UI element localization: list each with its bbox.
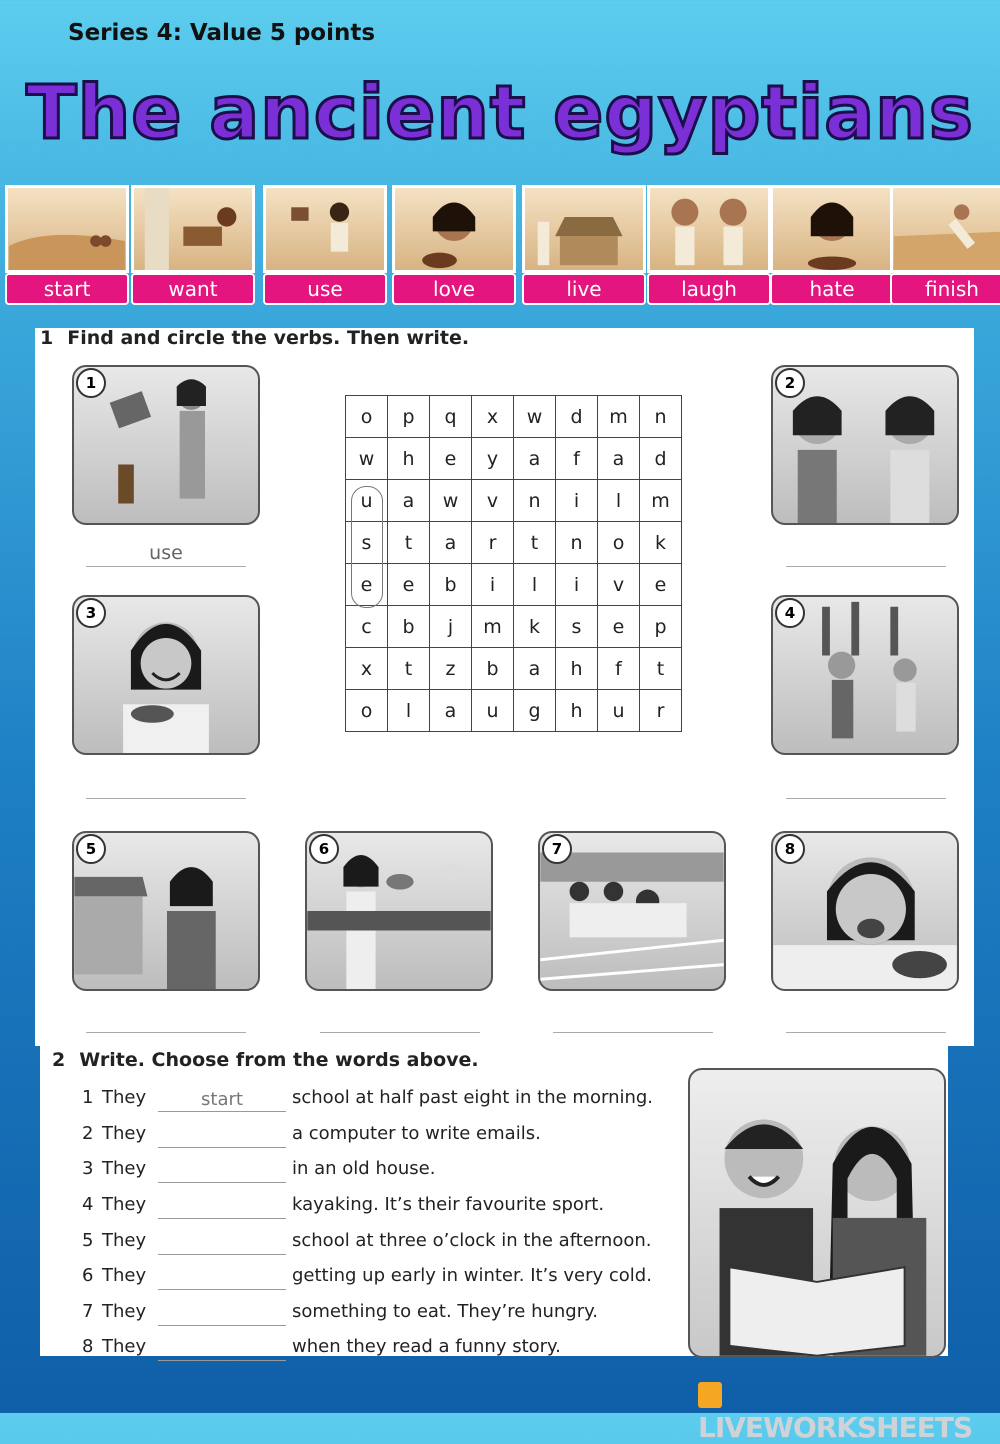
sentence-subject: They <box>102 1301 147 1322</box>
sentence-row <box>82 1084 653 1112</box>
sentence-rest: kayaking. It’s their favourite sport. <box>292 1194 605 1215</box>
grid-cell[interactable]: n <box>556 522 598 564</box>
sentence-row <box>82 1333 561 1361</box>
exercise-1-number: 1 <box>40 327 54 349</box>
grid-cell[interactable]: k <box>640 522 682 564</box>
sentence-row <box>82 1227 652 1255</box>
grid-cell[interactable]: b <box>388 606 430 648</box>
sentence-blank[interactable]: start <box>158 1089 286 1112</box>
grid-cell[interactable]: k <box>514 606 556 648</box>
grid-cell[interactable]: n <box>514 480 556 522</box>
grid-cell[interactable]: a <box>430 522 472 564</box>
sentence-subject: They <box>102 1158 147 1179</box>
sentence-rest: when they read a funny story. <box>292 1336 561 1357</box>
sentence-subject: They <box>102 1336 147 1357</box>
grid-cell[interactable]: w <box>430 480 472 522</box>
vocab-card-laugh <box>647 185 771 305</box>
answer-line-1[interactable]: use <box>86 540 246 567</box>
grid-cell[interactable]: t <box>640 648 682 690</box>
sentence-rest: getting up early in winter. It’s very cold. <box>292 1265 652 1286</box>
grid-cell[interactable]: l <box>514 564 556 606</box>
picture-number-7: 7 <box>542 834 572 864</box>
sentence-subject: They <box>102 1265 147 1286</box>
vocab-card-hate <box>770 185 894 305</box>
sentence-number: 1 <box>82 1087 94 1108</box>
vocab-label: want <box>131 273 255 305</box>
grid-cell[interactable]: m <box>640 480 682 522</box>
vocab-card-love <box>392 185 516 305</box>
grid-cell[interactable]: o <box>598 522 640 564</box>
sentence-blank[interactable] <box>158 1303 286 1326</box>
sentence-number: 7 <box>82 1301 94 1322</box>
grid-cell[interactable]: s <box>556 606 598 648</box>
grid-cell[interactable]: x <box>346 648 388 690</box>
grid-cell[interactable]: a <box>598 438 640 480</box>
vocab-image-start <box>5 185 129 273</box>
exercise-1-instruction: Find and circle the verbs. Then write. <box>67 327 470 349</box>
grid-cell[interactable]: a <box>514 648 556 690</box>
sentence-number: 4 <box>82 1194 94 1215</box>
grid-cell[interactable]: y <box>472 438 514 480</box>
grid-cell[interactable]: t <box>388 522 430 564</box>
sentence-row <box>82 1120 541 1148</box>
sentence-number: 6 <box>82 1265 94 1286</box>
grid-cell[interactable]: r <box>640 690 682 732</box>
sentence-blank[interactable] <box>158 1160 286 1183</box>
grid-cell[interactable]: l <box>598 480 640 522</box>
sentence-number: 3 <box>82 1158 94 1179</box>
grid-cell[interactable]: s <box>346 522 388 564</box>
grid-cell[interactable]: w <box>346 438 388 480</box>
grid-cell[interactable]: d <box>640 438 682 480</box>
sentence-subject: They <box>102 1087 147 1108</box>
grid-cell[interactable]: o <box>346 690 388 732</box>
grid-cell[interactable]: f <box>598 648 640 690</box>
liveworksheets-logo <box>698 1378 1000 1444</box>
sentence-number: 2 <box>82 1123 94 1144</box>
sentence-rest: school at three o’clock in the afternoon. <box>292 1230 652 1251</box>
grid-cell[interactable]: f <box>556 438 598 480</box>
answer-line-8[interactable] <box>786 1006 946 1033</box>
answer-line-7[interactable] <box>553 1006 713 1033</box>
exercise-2-instruction: Write. Choose from the words above. <box>79 1049 479 1071</box>
picture-number-3: 3 <box>76 598 106 628</box>
grid-cell[interactable]: d <box>556 396 598 438</box>
page-title: The ancient egyptians <box>26 70 974 156</box>
vocab-label: laugh <box>647 273 771 305</box>
vocab-image-laugh <box>647 185 771 273</box>
vocab-card-finish <box>890 185 1000 305</box>
grid-cell[interactable]: h <box>556 690 598 732</box>
sentence-blank[interactable] <box>158 1232 286 1255</box>
grid-cell[interactable]: i <box>472 564 514 606</box>
sentence-subject: They <box>102 1194 147 1215</box>
vocab-label: love <box>392 273 516 305</box>
vocab-image-want <box>131 185 255 273</box>
vocab-label: use <box>263 273 387 305</box>
answer-line-4[interactable] <box>786 772 946 799</box>
logo-icon <box>698 1382 722 1408</box>
example-circle-use <box>351 486 383 608</box>
grid-cell[interactable]: e <box>388 564 430 606</box>
series-label: Series 4: Value 5 points <box>68 20 376 46</box>
word-search-grid <box>345 395 682 732</box>
grid-cell[interactable]: i <box>556 480 598 522</box>
grid-cell[interactable]: r <box>472 522 514 564</box>
exercise-2-number: 2 <box>52 1049 66 1071</box>
sentence-row <box>82 1262 652 1290</box>
exercise-2-heading <box>52 1049 479 1071</box>
answer-line-3[interactable] <box>86 772 246 799</box>
grid-cell[interactable]: j <box>430 606 472 648</box>
sentence-subject: They <box>102 1123 147 1144</box>
grid-cell[interactable]: e <box>346 564 388 606</box>
sentence-subject: They <box>102 1230 147 1251</box>
grid-cell[interactable]: c <box>346 606 388 648</box>
sentence-rest: a computer to write emails. <box>292 1123 541 1144</box>
grid-cell[interactable]: l <box>388 690 430 732</box>
grid-cell[interactable]: i <box>556 564 598 606</box>
grid-cell[interactable]: g <box>514 690 556 732</box>
answer-line-5[interactable] <box>86 1006 246 1033</box>
sentence-blank[interactable] <box>158 1338 286 1361</box>
vocab-card-want <box>131 185 255 305</box>
grid-cell[interactable]: p <box>640 606 682 648</box>
vocab-card-start <box>5 185 129 305</box>
grid-cell[interactable]: e <box>640 564 682 606</box>
grid-cell[interactable]: x <box>472 396 514 438</box>
grid-cell[interactable]: h <box>556 648 598 690</box>
grid-cell[interactable]: p <box>388 396 430 438</box>
grid-cell[interactable]: a <box>388 480 430 522</box>
grid-cell[interactable]: o <box>346 396 388 438</box>
sentence-row <box>82 1155 435 1183</box>
grid-cell[interactable]: a <box>430 690 472 732</box>
picture-number-4: 4 <box>775 598 805 628</box>
vocab-label: start <box>5 273 129 305</box>
picture-number-2: 2 <box>775 368 805 398</box>
sentence-rest: something to eat. They’re hungry. <box>292 1301 598 1322</box>
grid-cell[interactable]: b <box>430 564 472 606</box>
answer-line-6[interactable] <box>320 1006 480 1033</box>
picture-number-1: 1 <box>76 368 106 398</box>
grid-cell[interactable]: v <box>598 564 640 606</box>
grid-cell[interactable]: a <box>514 438 556 480</box>
sentence-rest: in an old house. <box>292 1158 436 1179</box>
vocab-image-love <box>392 185 516 273</box>
grid-cell[interactable]: e <box>598 606 640 648</box>
grid-cell[interactable]: q <box>430 396 472 438</box>
grid-cell[interactable]: z <box>430 648 472 690</box>
grid-cell[interactable]: u <box>472 690 514 732</box>
vocab-card-use <box>263 185 387 305</box>
vocab-label: finish <box>890 273 1000 305</box>
grid-cell[interactable]: v <box>472 480 514 522</box>
grid-cell[interactable]: w <box>514 396 556 438</box>
vocab-image-finish <box>890 185 1000 273</box>
vocab-image-use <box>263 185 387 273</box>
sentence-blank[interactable] <box>158 1196 286 1219</box>
sentence-row <box>82 1298 598 1326</box>
grid-cell[interactable]: b <box>472 648 514 690</box>
vocab-card-live <box>522 185 646 305</box>
sentence-number: 5 <box>82 1230 94 1251</box>
picture-laughing-readers <box>688 1068 946 1358</box>
vocab-label: hate <box>770 273 894 305</box>
grid-cell[interactable]: m <box>472 606 514 648</box>
vocab-image-hate <box>770 185 894 273</box>
grid-cell[interactable]: t <box>514 522 556 564</box>
vocab-image-live <box>522 185 646 273</box>
sentence-rest: school at half past eight in the morning. <box>292 1087 654 1108</box>
grid-cell[interactable]: t <box>388 648 430 690</box>
picture-number-6: 6 <box>309 834 339 864</box>
picture-number-8: 8 <box>775 834 805 864</box>
sentence-blank[interactable] <box>158 1125 286 1148</box>
answer-line-2[interactable] <box>786 540 946 567</box>
grid-cell[interactable]: m <box>598 396 640 438</box>
vocab-label: live <box>522 273 646 305</box>
grid-cell[interactable]: u <box>346 480 388 522</box>
exercise-1-heading <box>40 327 469 349</box>
grid-cell[interactable]: u <box>598 690 640 732</box>
grid-cell[interactable]: e <box>430 438 472 480</box>
grid-cell[interactable]: n <box>640 396 682 438</box>
picture-number-5: 5 <box>76 834 106 864</box>
sentence-number: 8 <box>82 1336 94 1357</box>
grid-cell[interactable]: h <box>388 438 430 480</box>
sentence-blank[interactable] <box>158 1267 286 1290</box>
sentence-row <box>82 1191 604 1219</box>
logo-text: LIVEWORKSHEETS <box>698 1411 973 1444</box>
